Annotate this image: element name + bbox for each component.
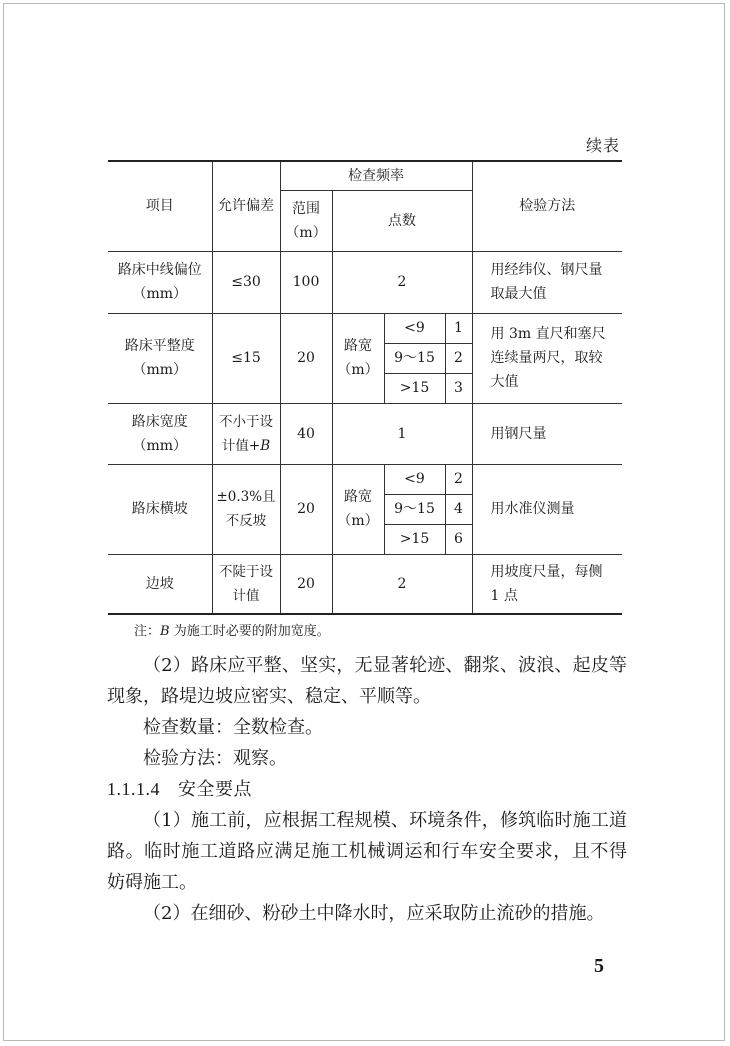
item-cell: 边坡	[108, 554, 212, 614]
tolerance-line: 不小于设	[219, 413, 273, 430]
item-cell: 路床宽度（mm）	[108, 403, 212, 464]
inspection-table	[108, 160, 622, 615]
road-width-label: 路宽（m）	[332, 313, 384, 403]
table-row	[108, 313, 622, 343]
tolerance-cell: 不陡于设计值	[212, 554, 280, 614]
width-band: >15	[384, 373, 445, 403]
item-cell: 路床横坡	[108, 464, 212, 554]
points-cell: 3	[445, 373, 472, 403]
width-band: <9	[384, 313, 445, 343]
header-range: 范围（m）	[280, 190, 332, 251]
width-band: <9	[384, 464, 445, 494]
points-cell: 1	[445, 313, 472, 343]
note-prefix: 注：	[134, 624, 161, 639]
paragraph: （1）施工前，应根据工程规模、环境条件，修筑临时施工道路。临时施工道路应满足施工机械调运和行车安全要求，且不得妨碍施工。	[107, 810, 627, 893]
tolerance-line: 计值+	[221, 437, 261, 454]
range-cell: 40	[280, 403, 332, 464]
item-cell: 路床平整度（mm）	[108, 313, 212, 403]
header-method: 检验方法	[472, 161, 622, 251]
tolerance-cell: ±0.3%且不反坡	[212, 464, 280, 554]
range-cell: 20	[280, 464, 332, 554]
header-tolerance: 允许偏差	[212, 161, 280, 251]
section-heading	[107, 774, 627, 805]
header-item: 项目	[108, 161, 212, 251]
points-cell: 2	[332, 554, 472, 614]
item-cell: 路床中线偏位（mm）	[108, 251, 212, 313]
paragraph: （2）路床应平整、坚实，无显著轮迹、翻浆、波浪、起皮等现象，路堤边坡应密实、稳定、平顺等。	[107, 655, 627, 707]
range-cell: 20	[280, 313, 332, 403]
note-text: 为施工时必要的附加宽度。	[169, 624, 330, 639]
points-cell: 2	[445, 464, 472, 494]
width-band: >15	[384, 524, 445, 554]
points-cell: 4	[445, 494, 472, 524]
header-points: 点数	[332, 190, 472, 251]
tolerance-cell: ≤30	[212, 251, 280, 313]
range-cell: 20	[280, 554, 332, 614]
page-number: 5	[594, 955, 604, 977]
method-cell: 用经纬仪、钢尺量取最大值	[472, 251, 622, 313]
header-frequency: 检查频率	[280, 161, 472, 190]
table-row	[108, 554, 622, 614]
points-cell: 2	[445, 343, 472, 373]
points-cell: 6	[445, 524, 472, 554]
method-cell: 用坡度尺量，每侧 1 点	[472, 554, 622, 614]
points-cell: 2	[332, 251, 472, 313]
table-row	[108, 403, 622, 464]
note-variable: B	[160, 624, 170, 639]
paragraph: （2）在细砂、粉砂土中降水时，应采取防止流砂的措施。	[143, 903, 605, 924]
section-title: 安全要点	[178, 779, 252, 800]
method-cell: 用 3m 直尺和塞尺连续量两尺，取较大值	[472, 313, 622, 403]
points-cell: 1	[332, 403, 472, 464]
method-cell: 用水准仪测量	[472, 464, 622, 554]
section-number: 1.1.1.4	[107, 779, 160, 799]
road-width-label: 路宽（m）	[332, 464, 384, 554]
body-text	[107, 650, 627, 929]
table-row	[108, 464, 622, 494]
range-cell: 100	[280, 251, 332, 313]
paragraph: 检验方法：观察。	[143, 748, 287, 769]
paragraph: 检查数量：全数检查。	[143, 717, 323, 738]
tolerance-cell	[212, 403, 280, 464]
table-row	[108, 251, 622, 313]
method-cell: 用钢尺量	[472, 403, 622, 464]
table-note	[134, 620, 330, 639]
continued-table-label: 续表	[585, 136, 620, 155]
width-band: 9～15	[384, 343, 445, 373]
variable-b: B	[260, 437, 271, 454]
tolerance-cell: ≤15	[212, 313, 280, 403]
width-band: 9～15	[384, 494, 445, 524]
